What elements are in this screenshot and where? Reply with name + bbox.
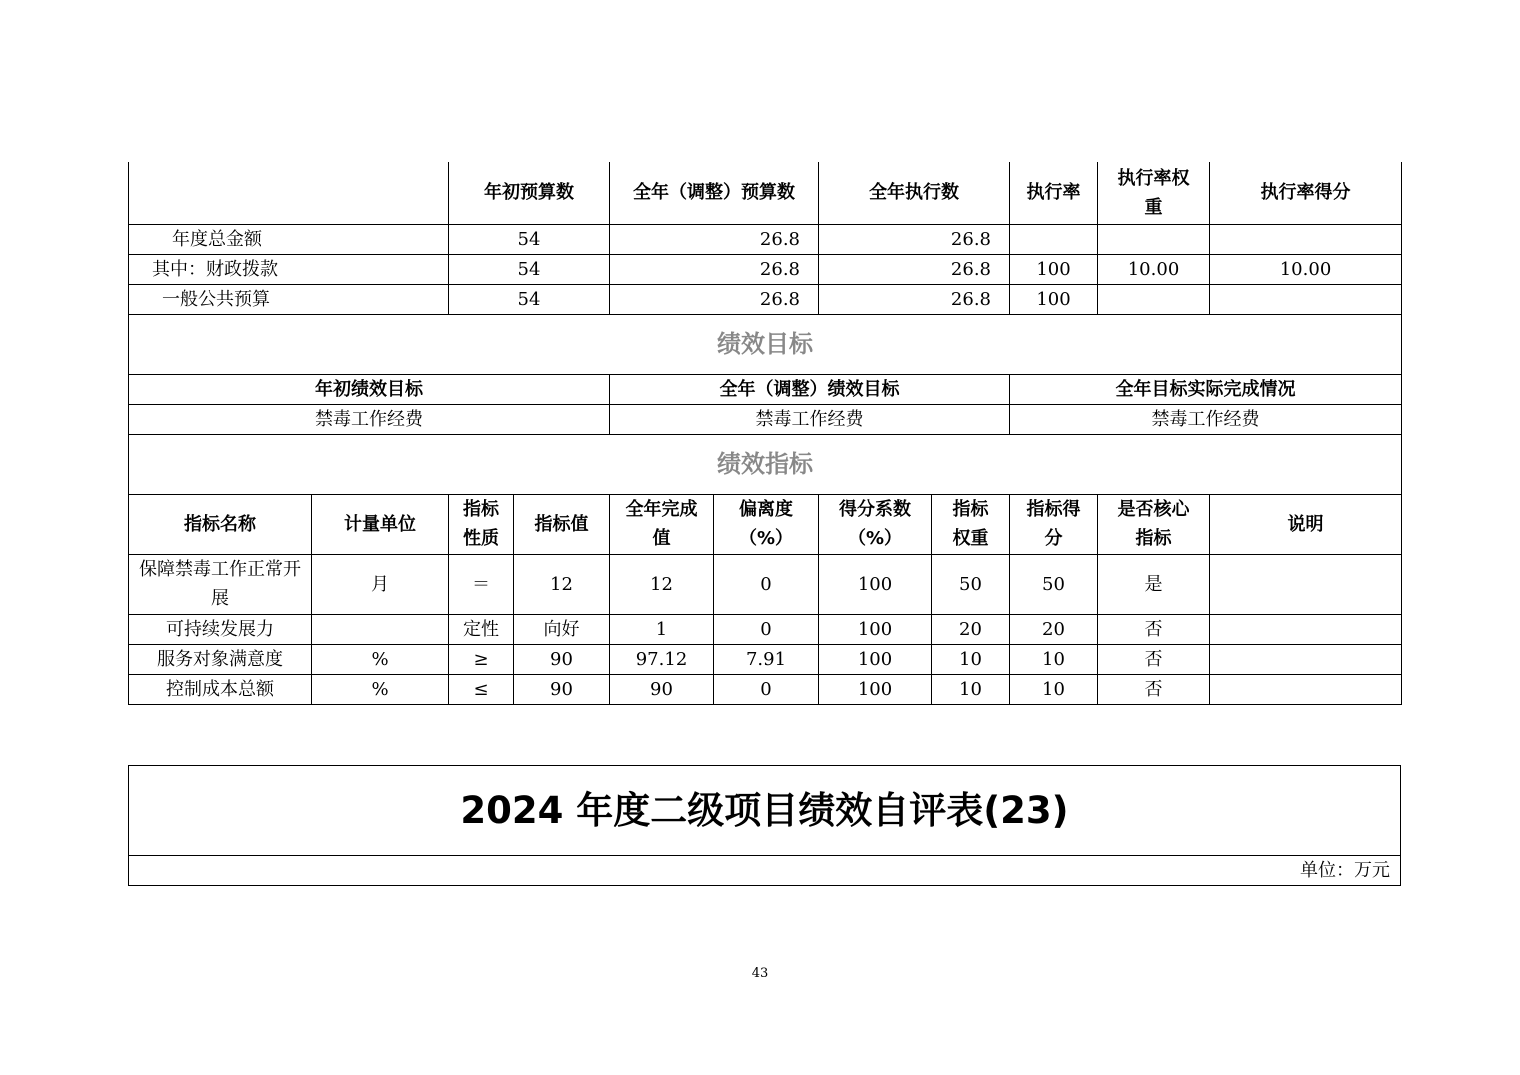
goals-header-adjusted: 全年（调整）绩效目标	[610, 374, 1010, 404]
indicator-name: 可持续发展力	[129, 614, 312, 644]
indicator-note	[1210, 614, 1402, 644]
indicator-note	[1210, 674, 1402, 704]
indicator-target: 90	[514, 644, 610, 674]
indicator-nature: 定性	[449, 614, 514, 644]
indicator-deviation: 0	[714, 614, 819, 644]
indicator-coef: 100	[819, 644, 932, 674]
budget-label: 年度总金额	[129, 224, 449, 254]
indicators-section-row	[129, 434, 1402, 494]
next-table-title-row	[129, 766, 1401, 856]
goals-header-initial: 年初绩效目标	[129, 374, 610, 404]
budget-rate: 100	[1010, 284, 1098, 314]
indicator-name: 保障禁毒工作正常开展	[129, 554, 312, 614]
budget-adjusted: 26.8	[610, 284, 819, 314]
indicators-header-name: 指标名称	[129, 494, 312, 554]
budget-header-row	[129, 162, 1402, 224]
indicators-header-note: 说明	[1210, 494, 1402, 554]
goals-header-actual: 全年目标实际完成情况	[1010, 374, 1402, 404]
budget-header-score: 执行率得分	[1210, 162, 1402, 224]
budget-initial: 54	[449, 284, 610, 314]
indicator-core: 否	[1098, 644, 1210, 674]
indicator-coef: 100	[819, 614, 932, 644]
indicator-weight: 20	[932, 614, 1010, 644]
page-number: 43	[751, 966, 769, 981]
budget-score	[1210, 284, 1402, 314]
indicators-header-score: 指标得 分	[1010, 494, 1098, 554]
indicators-header-nature: 指标 性质	[449, 494, 514, 554]
indicator-deviation: 7.91	[714, 644, 819, 674]
budget-label: 一般公共预算	[129, 284, 449, 314]
budget-label: 其中：财政拨款	[129, 254, 449, 284]
next-table-header	[128, 765, 1401, 886]
budget-header-blank	[129, 162, 449, 224]
unit-label: 单位：万元	[129, 856, 1401, 886]
goals-header-row	[129, 374, 1402, 404]
indicator-nature: ≥	[449, 644, 514, 674]
budget-adjusted: 26.8	[610, 254, 819, 284]
budget-score: 10.00	[1210, 254, 1402, 284]
budget-initial: 54	[449, 254, 610, 284]
indicator-core: 否	[1098, 674, 1210, 704]
indicators-header-target: 指标值	[514, 494, 610, 554]
indicator-row	[129, 554, 1402, 614]
budget-executed: 26.8	[819, 224, 1010, 254]
indicator-score: 50	[1010, 554, 1098, 614]
indicators-header-unit: 计量单位	[312, 494, 449, 554]
indicator-score: 20	[1010, 614, 1098, 644]
indicator-weight: 10	[932, 644, 1010, 674]
next-table-unit-row	[129, 856, 1401, 886]
indicator-nature: ≤	[449, 674, 514, 704]
indicators-header-actual: 全年完成 值	[610, 494, 714, 554]
indicator-unit	[312, 614, 449, 644]
performance-table	[128, 162, 1402, 705]
budget-weight	[1098, 284, 1210, 314]
indicator-unit: 月	[312, 554, 449, 614]
budget-executed: 26.8	[819, 284, 1010, 314]
indicator-unit: %	[312, 674, 449, 704]
budget-weight: 10.00	[1098, 254, 1210, 284]
budget-weight	[1098, 224, 1210, 254]
budget-header-initial: 年初预算数	[449, 162, 610, 224]
indicator-core: 是	[1098, 554, 1210, 614]
indicator-note	[1210, 554, 1402, 614]
goals-value-adjusted: 禁毒工作经费	[610, 404, 1010, 434]
budget-header-executed: 全年执行数	[819, 162, 1010, 224]
budget-header-rate: 执行率	[1010, 162, 1098, 224]
indicator-score: 10	[1010, 674, 1098, 704]
budget-score	[1210, 224, 1402, 254]
goals-section-row	[129, 314, 1402, 374]
indicator-row	[129, 644, 1402, 674]
indicators-header-weight: 指标 权重	[932, 494, 1010, 554]
indicator-actual: 1	[610, 614, 714, 644]
indicator-row	[129, 614, 1402, 644]
indicator-actual: 12	[610, 554, 714, 614]
indicators-section-title: 绩效指标	[129, 434, 1402, 494]
goals-section-title: 绩效目标	[129, 314, 1402, 374]
next-table-title: 2024 年度二级项目绩效自评表(23)	[129, 766, 1401, 856]
indicator-core: 否	[1098, 614, 1210, 644]
budget-row	[129, 284, 1402, 314]
budget-rate	[1010, 224, 1098, 254]
budget-row	[129, 254, 1402, 284]
budget-executed: 26.8	[819, 254, 1010, 284]
indicator-row	[129, 674, 1402, 704]
indicator-weight: 50	[932, 554, 1010, 614]
indicator-weight: 10	[932, 674, 1010, 704]
goals-value-actual: 禁毒工作经费	[1010, 404, 1402, 434]
budget-header-adjusted: 全年（调整）预算数	[610, 162, 819, 224]
indicators-header-deviation: 偏离度 （%）	[714, 494, 819, 554]
indicator-target: 向好	[514, 614, 610, 644]
indicator-score: 10	[1010, 644, 1098, 674]
budget-header-weight: 执行率权 重	[1098, 162, 1210, 224]
indicator-target: 90	[514, 674, 610, 704]
budget-adjusted: 26.8	[610, 224, 819, 254]
indicator-target: 12	[514, 554, 610, 614]
indicators-header-coef: 得分系数 （%）	[819, 494, 932, 554]
budget-initial: 54	[449, 224, 610, 254]
indicator-coef: 100	[819, 554, 932, 614]
indicator-name: 服务对象满意度	[129, 644, 312, 674]
indicator-unit: %	[312, 644, 449, 674]
indicators-header-core: 是否核心 指标	[1098, 494, 1210, 554]
indicator-note	[1210, 644, 1402, 674]
indicator-name: 控制成本总额	[129, 674, 312, 704]
budget-rate: 100	[1010, 254, 1098, 284]
goals-value-row	[129, 404, 1402, 434]
budget-row	[129, 224, 1402, 254]
indicator-actual: 97.12	[610, 644, 714, 674]
indicator-actual: 90	[610, 674, 714, 704]
indicator-deviation: 0	[714, 674, 819, 704]
indicator-coef: 100	[819, 674, 932, 704]
goals-value-initial: 禁毒工作经费	[129, 404, 610, 434]
indicator-deviation: 0	[714, 554, 819, 614]
indicators-header-row	[129, 494, 1402, 554]
indicator-nature: ＝	[449, 554, 514, 614]
